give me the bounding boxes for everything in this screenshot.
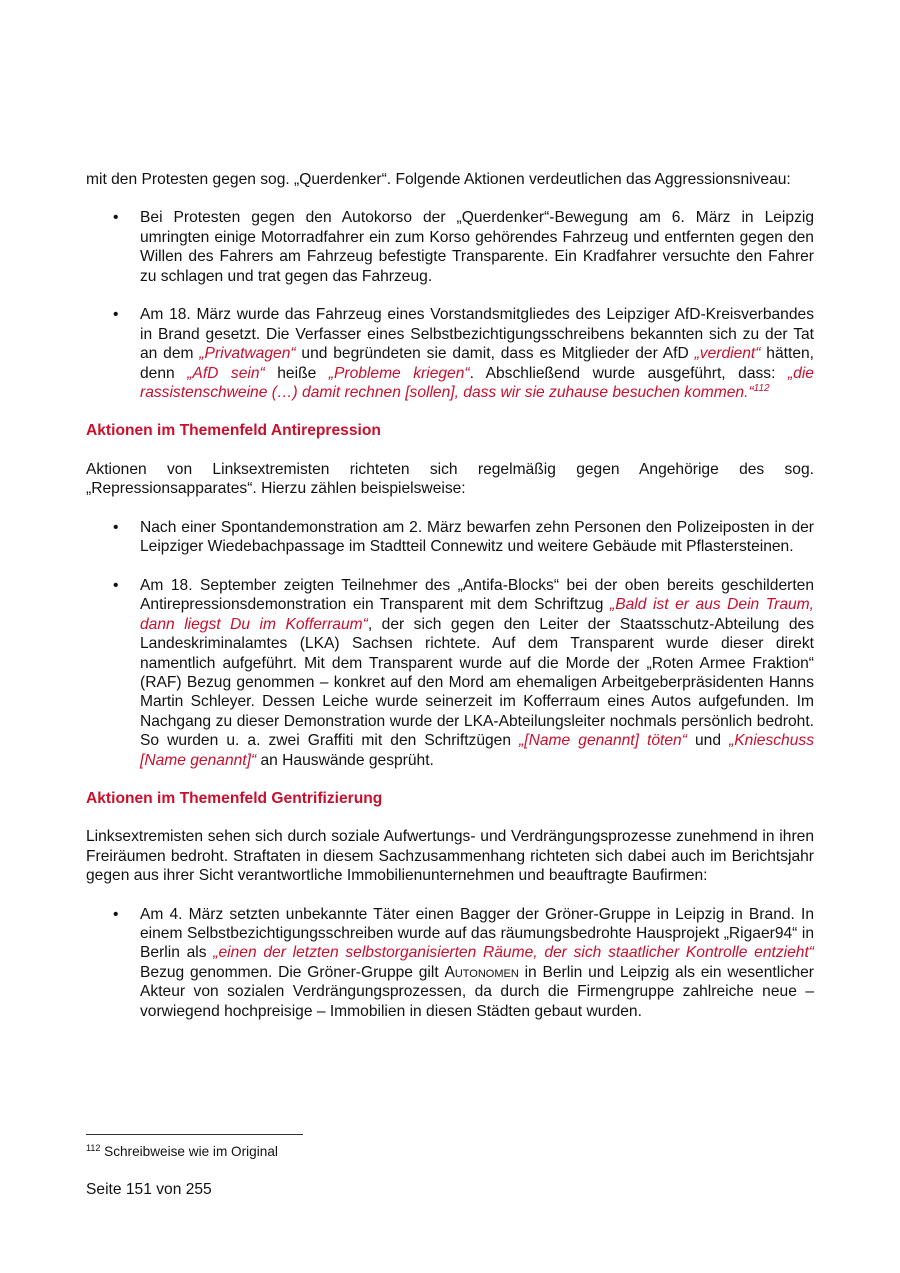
section-heading-gentrification: Aktionen im Themenfeld Gentrifizierung: [86, 789, 383, 807]
list-item-text: Bei Protesten gegen den Autokorso der „Querdenker“-Bewegung am 6. März in Leipzig umringten einige Motorradfahrer ein zum Korso gehörendes Fahrzeug und entfernten gegen den Willen des Fahrers am Fahrzeug befestigte Transparente. Ein Kradfahrer versuchte den Fahrer zu schlagen und trat gegen das Fahrzeug.: [140, 209, 814, 285]
quote-text: „Bald ist er aus Dein Traum, dann liegst Du im Kofferraum“: [140, 596, 814, 633]
list-item-text: Am 4. März setzten unbekannte Täter einen Bagger der Gröner-Gruppe in Leipzig in Brand. In einem Selbstbezichtigungsschreiben wurde auf das räumungsbedrohte Hausprojekt „Rigaer94“ in Berlin als: [140, 905, 814, 962]
page-number: Seite 151 von 255: [86, 1181, 212, 1198]
quote-text: „[Name genannt] töten“: [519, 732, 687, 750]
bullet-list-gentrification: [86, 905, 814, 1021]
quote-text: „Privatwagen“: [199, 345, 296, 363]
quote-text: „Knieschuss [Name genannt]“: [140, 732, 814, 769]
list-item-text: Bezug genommen. Die Gröner-Gruppe gilt: [140, 963, 445, 981]
quote-text: „Probleme kriegen“: [328, 364, 470, 382]
list-item: [86, 518, 814, 557]
footnote-reference: 112: [753, 383, 770, 395]
quote-text: „die rassistenschweine (…) damit rechnen [sollen], dass wir sie zuhause besuchen kommen.“: [140, 364, 814, 402]
bullet-icon: •: [113, 306, 119, 324]
footnote: [86, 1143, 278, 1160]
section-heading-antirepression: Aktionen im Themenfeld Antirepression: [86, 422, 381, 440]
list-item-text: Am 18. September zeigten Teilnehmer des „Antifa-Blocks“ bei der oben bereits geschilderten Antirepressionsdemonstration ein Transparent mit dem Schriftzug: [140, 576, 814, 614]
gentrification-intro: Linksextremisten sehen sich durch soziale Aufwertungs- und Verdrängungsprozesse zunehmend in ihren Freiräumen bedroht. Straftaten in diesem Sachzusammenhang richteten sich dabei auch im Berichtsjahr gegen aus ihrer Sicht verantwortliche Immobilienunternehmen und beauftragte Baufirmen:: [86, 828, 814, 885]
list-item-text: , der sich gegen den Leiter der Staatsschutz-Abteilung des Landeskriminalamtes (LKA) Sachsen richtete. Auf dem Transparent wurde dieser direkt namentlich aufgeführt. Mit dem Transparent wurde auf die Morde der „Roten Armee Fraktion“ (RAF) Bezug genommen – konkret auf den Mord am ehemaligen Arbeitgeberpräsidenten Hanns Martin Schleyer. Dessen Leiche wurde seinerzeit im Kofferraum eines Autos aufgefunden. Im Nachgang zu dieser Demonstration wurde der LKA-Abteilungsleiter nochmals persönlich bedroht. So wurden u. a. zwei Graffiti mit den Schriftzügen: [140, 615, 814, 750]
list-item: [86, 305, 814, 402]
list-item-text: in Berlin und Leipzig als ein wesentlicher Akteur von sozialen Verdrängungsprozessen, da durch die Firmengruppe zahlreiche neue – vorwiegend hochpreisige – Immobilien in diesen Städten gebaut wurden.: [140, 963, 814, 1020]
list-item-text: an Hauswände gesprüht.: [256, 751, 434, 769]
list-item-text: heiße: [264, 364, 329, 382]
antirepression-intro: Aktionen von Linksextremisten richteten sich regelmäßig gegen Angehörige des sog. „Repressionsapparates“. Hierzu zählen beispielsweise:: [86, 460, 814, 498]
list-item-text: und: [686, 732, 730, 750]
list-item-text: und begründeten sie damit, dass es Mitglieder der AfD: [295, 345, 695, 363]
quote-text: „AfD sein“: [187, 364, 265, 382]
bullet-list-antirepression: [86, 518, 814, 770]
list-item-text: hätten, denn: [140, 345, 814, 382]
footnote-divider: [86, 1134, 303, 1135]
list-item-text: Am 18. März wurde das Fahrzeug eines Vorstandsmitgliedes des Leipziger AfD-Kreisverbandes in Brand gesetzt. Die Verfasser eines Selbstbezichtigungsschreibens bekannten sich zu der Tat an dem: [140, 306, 814, 363]
quote-text: „verdient“: [694, 345, 761, 363]
bullet-icon: •: [113, 576, 119, 594]
list-item: [86, 905, 814, 1021]
intro-paragraph: mit den Protesten gegen sog. „Querdenker“. Folgende Aktionen verdeutlichen das Aggressionsniveau:: [86, 171, 791, 188]
bullet-icon: •: [113, 209, 119, 227]
footnote-text: Schreibweise wie im Original: [100, 1144, 278, 1159]
list-item-text: . Abschließend wurde ausgeführt, dass:: [469, 364, 788, 382]
bullet-icon: •: [113, 905, 119, 923]
list-item: [86, 208, 814, 286]
list-item-text: Nach einer Spontandemonstration am 2. März bewarfen zehn Personen den Polizeiposten in der Leipziger Wiedebachpassage im Stadtteil Connewitz und weitere Gebäude mit Pflastersteinen.: [140, 518, 814, 556]
bullet-list-aggression: [86, 208, 814, 402]
bullet-icon: •: [113, 518, 119, 536]
small-caps-term: Autonomen: [444, 963, 519, 981]
footnote-number: 112: [86, 1143, 101, 1153]
document-body: [86, 170, 814, 1021]
list-item: [86, 576, 814, 770]
quote-text: „einen der letzten selbstorganisierten Räume, der sich staatlicher Kontrolle entzieht“: [213, 944, 814, 962]
